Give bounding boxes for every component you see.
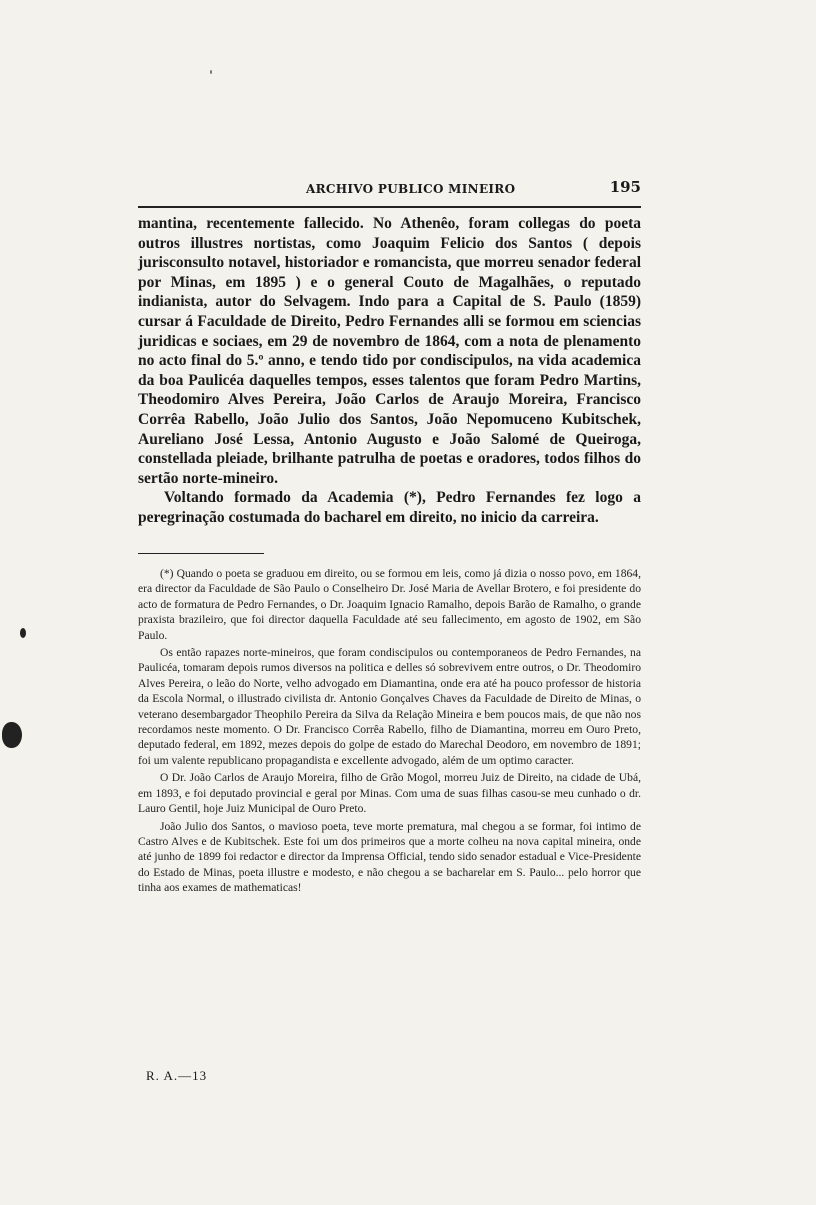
footnote: O Dr. João Carlos de Araujo Moreira, filho de Grão Mogol, morreu Juiz de Direito, na cidade de Ubá, em 1893, e foi deputado provincial e geral por Minas. Com uma de suas filhas casou-se meu cunhado o dr. Lauro Gentil, hoje Juiz Municipal de Ouro Preto.	[138, 771, 641, 816]
footnote-divider	[138, 553, 264, 554]
page-number: 195	[609, 178, 641, 196]
ink-spot	[20, 628, 26, 638]
signature-mark: R. A.—13	[146, 1068, 208, 1083]
footnote: João Julio dos Santos, o mavioso poeta, teve morte prematura, mal chegou a se formar, foi intimo de Castro Alves e de Kubitschek. Este foi um dos primeiros que a morte colheu na nova capital mineira, onde até junho de 1899 foi redactor e director da Imprensa Official, tendo sido senador estadual e Vice-Presidente do Estado de Minas, poeta illustre e modesto, e não chegou a se bacharelar em S. Paulo... pelo horror que tinha aos exames de mathematicas!	[138, 819, 641, 895]
footnote: (*) Quando o poeta se graduou em direito, ou se formou em leis, como já dizia o nosso povo, em 1864, era director da Faculdade de São Paulo o Conselheiro Dr. José Maria de Avellar Brotero, e foi presidente do acto de formatura de Pedro Fernandes, o Dr. Joaquim Ignacio Ramalho, depois Barão de Ramalho, o grande praxista brazileiro, que foi director daquella Faculdade até seu fallecimento, em agosto de 1902, em São Paulo.	[138, 567, 641, 642]
running-header	[138, 178, 641, 208]
speck	[210, 70, 212, 74]
footnotes	[138, 566, 641, 898]
footnote: Os então rapazes norte-mineiros, que foram condiscipulos ou contemporaneos de Pedro Fernandes, na Paulicéa, tomaram depois rumos diversos na politica e delles só sobrevivem entre outros, o Dr. Theodomiro Alves Pereira, o leão do Norte, velho advogado em Diamantina, onde era até ha pouco professor de historia da Escola Normal, o illustrado civilista dr. Antonio Gonçalves Chaves da Faculdade de Direito de Minas, o veterano desembargador Theophilo Pereira da Silva da Relação Mineira e bem poucos mais, de que não nos recordamos neste momento. O Dr. Francisco Corrêa Rabello, filho de Diamantina, morreu em Ouro Preto, deputado federal, em 1892, mezes depois do golpe de estado do Marechal Deodoro, em novembro de 1891; foi um valente republicano propagandista e excellente advogado, além de um optimo caracter.	[138, 646, 641, 767]
header-title: ARCHIVO PUBLICO MINEIRO	[306, 182, 516, 196]
body-paragraph: Voltando formado da Academia (*), Pedro Fernandes fez logo a peregrinação costumada do bacharel em direito, no inicio da carreira.	[138, 489, 641, 526]
body-text	[138, 214, 641, 528]
ink-blot	[2, 722, 22, 748]
body-paragraph: mantina, recentemente fallecido. No Athenêo, foram collegas do poeta outros illustres nortistas, como Joaquim Felicio dos Santos ( depois jurisconsulto notavel, historiador e romancista, que morreu senador federal por Minas, em 1895 ) e o general Couto de Magalhães, o reputado indianista, autor do Selvagem. Indo para a Capital de S. Paulo (1859) cursar á Faculdade de Direito, Pedro Fernandes alli se formou em sciencias juridicas e sociaes, em 29 de novembro de 1864, com a nota de plenamento no acto final do 5.º anno, e tendo tido por condiscipulos, na vida academica da boa Paulicéa daquelles tempos, esses talentos que foram Pedro Martins, Theodomiro Alves Pereira, João Carlos de Araujo Moreira, Francisco Corrêa Rabello, João Julio dos Santos, João Nepomuceno Kubitschek, Aureliano José Lessa, Antonio Augusto e João Salomé de Queiroga, constellada pleiade, brilhante patrulha de poetas e oradores, todos filhos do sertão norte-mineiro.	[138, 215, 641, 487]
